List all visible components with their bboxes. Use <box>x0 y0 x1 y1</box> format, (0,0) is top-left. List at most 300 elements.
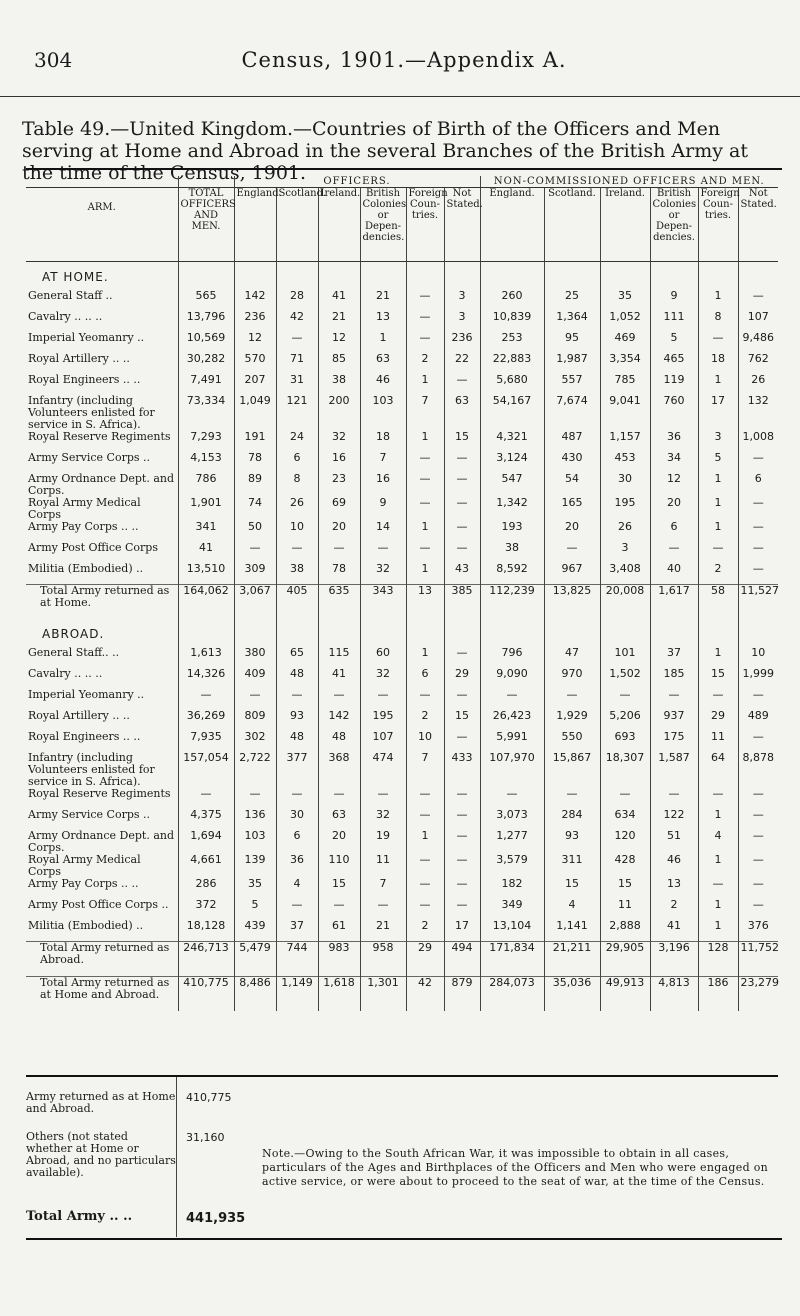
empty-cell <box>544 262 600 291</box>
cell-value: 17 <box>444 920 480 942</box>
empty-cell <box>738 619 778 647</box>
cell-value: — <box>444 647 480 668</box>
col-arm: ARM. <box>26 188 178 262</box>
cell-value: 34 <box>650 452 698 473</box>
cell-value: 1 <box>698 290 738 311</box>
arm-label: General Staff.. .. <box>28 646 120 659</box>
cell-value: — <box>738 731 778 752</box>
cell-value: — <box>234 788 276 809</box>
cell-value: — <box>406 311 444 332</box>
cell-value: 368 <box>318 752 360 788</box>
col-men-scotland: Scotland. <box>544 188 600 262</box>
cell-value: 453 <box>600 452 650 473</box>
cell-value: 6 <box>650 521 698 542</box>
cell-value: — <box>406 899 444 920</box>
cell-value: 1,342 <box>480 497 544 521</box>
cell-value: 64 <box>698 752 738 788</box>
cell-value: 21 <box>318 311 360 332</box>
cell-value: 3,408 <box>600 563 650 585</box>
cell-value: 31 <box>276 374 318 395</box>
col-officers-england: England. <box>234 188 276 262</box>
cell-value: 2 <box>406 353 444 374</box>
section-abroad <box>26 619 778 647</box>
cell-value: — <box>698 689 738 710</box>
summary-divider <box>176 1077 177 1237</box>
cell-value: 36 <box>276 854 318 878</box>
table-row <box>26 353 778 374</box>
cell-value: 171,834 <box>480 942 544 977</box>
cell-value: 26 <box>276 497 318 521</box>
cell-value: 547 <box>480 473 544 497</box>
cell-value: 1,049 <box>234 395 276 431</box>
cell-value: 1,157 <box>600 431 650 452</box>
cell-value: 111 <box>650 311 698 332</box>
cell-value: 2,722 <box>234 752 276 788</box>
cell-value: 284 <box>544 809 600 830</box>
cell-value: 41 <box>318 668 360 689</box>
cell-value: 200 <box>318 395 360 431</box>
cell-value: 8,592 <box>480 563 544 585</box>
table-row <box>26 899 778 920</box>
cell-value: — <box>406 542 444 563</box>
cell-value: — <box>406 788 444 809</box>
cell-value: — <box>406 452 444 473</box>
cell-value: 37 <box>276 920 318 942</box>
table-row <box>26 788 778 809</box>
cell-value: 9,486 <box>738 332 778 353</box>
cell-value: 32 <box>360 809 406 830</box>
header-rule <box>0 96 800 97</box>
cell-value: 430 <box>544 452 600 473</box>
cell-value: 7,674 <box>544 395 600 431</box>
cell-value: 12 <box>650 473 698 497</box>
cell-value: 693 <box>600 731 650 752</box>
cell-value: 7 <box>406 395 444 431</box>
col-officers-ireland: Ireland. <box>318 188 360 262</box>
cell-value: 46 <box>360 374 406 395</box>
cell-value: 1,008 <box>738 431 778 452</box>
cell-value: — <box>444 374 480 395</box>
cell-value: 13 <box>650 878 698 899</box>
cell-value: 128 <box>698 942 738 977</box>
cell-value: — <box>444 473 480 497</box>
col-officers-british: British Colonies or Depen-dencies. <box>360 188 406 262</box>
cell-value: — <box>600 788 650 809</box>
col-men-ireland: Ireland. <box>600 188 650 262</box>
cell-value: 7 <box>360 452 406 473</box>
cell-value: — <box>444 809 480 830</box>
cell-value: 341 <box>178 521 234 542</box>
cell-value: 4,813 <box>650 977 698 1012</box>
arm-label: Infantry (including Volunteers enlisted for service in S. Africa). <box>28 394 155 431</box>
cell-value: 182 <box>480 878 544 899</box>
cell-value: — <box>276 332 318 353</box>
cell-value: — <box>444 788 480 809</box>
cell-value: 1 <box>698 647 738 668</box>
bottom-rule <box>26 1238 782 1240</box>
table-row <box>26 710 778 731</box>
cell-value: 42 <box>276 311 318 332</box>
table-row <box>26 920 778 942</box>
cell-value: 30,282 <box>178 353 234 374</box>
cell-value: 89 <box>234 473 276 497</box>
cell-value: 635 <box>318 585 360 620</box>
cell-value: 207 <box>234 374 276 395</box>
cell-value: — <box>360 689 406 710</box>
cell-value: 17 <box>698 395 738 431</box>
cell-value: — <box>444 452 480 473</box>
cell-value: 25 <box>544 290 600 311</box>
cell-value: 61 <box>318 920 360 942</box>
cell-value: 14,326 <box>178 668 234 689</box>
table-frame <box>26 168 782 170</box>
cell-value: 18 <box>360 431 406 452</box>
cell-value: 937 <box>650 710 698 731</box>
cell-value: — <box>178 788 234 809</box>
cell-value: 1,999 <box>738 668 778 689</box>
cell-value: — <box>406 497 444 521</box>
cell-value: 1 <box>406 830 444 854</box>
cell-value: 1,929 <box>544 710 600 731</box>
cell-value: 5,680 <box>480 374 544 395</box>
cell-value: 37 <box>650 647 698 668</box>
cell-value: — <box>698 878 738 899</box>
cell-value: — <box>406 332 444 353</box>
cell-value: 63 <box>360 353 406 374</box>
cell-value: — <box>444 731 480 752</box>
cell-value: 809 <box>234 710 276 731</box>
cell-value: 487 <box>544 431 600 452</box>
cell-value: 494 <box>444 942 480 977</box>
cell-value: 1 <box>360 332 406 353</box>
cell-value: 10,569 <box>178 332 234 353</box>
cell-value: 760 <box>650 395 698 431</box>
arm-label: Army Pay Corps .. .. <box>28 520 139 533</box>
arm-label: Infantry (including Volunteers enlisted for service in S. Africa). <box>28 751 155 788</box>
cell-value: 1 <box>698 920 738 942</box>
arm-label: Imperial Yeomanry .. <box>28 331 145 344</box>
cell-value: 246,713 <box>178 942 234 977</box>
cell-value: 409 <box>234 668 276 689</box>
cell-value: 5,479 <box>234 942 276 977</box>
cell-value: 40 <box>650 563 698 585</box>
cell-value: 1,052 <box>600 311 650 332</box>
cell-value: 3 <box>444 311 480 332</box>
cell-value: 309 <box>234 563 276 585</box>
cell-value: 22 <box>444 353 480 374</box>
cell-value: 165 <box>544 497 600 521</box>
cell-value: 1 <box>698 809 738 830</box>
cell-value: 142 <box>318 710 360 731</box>
cell-value: 185 <box>650 668 698 689</box>
arm-label: Royal Army Medical Corps <box>28 853 141 878</box>
cell-value: 12 <box>318 332 360 353</box>
cell-value: 3,067 <box>234 585 276 620</box>
cell-value: 46 <box>650 854 698 878</box>
cell-value: 11,527 <box>738 585 778 620</box>
arm-label: Militia (Embodied) .. <box>28 562 144 575</box>
arm-label: Royal Army Medical Corps <box>28 496 141 521</box>
cell-value: 4 <box>698 830 738 854</box>
summary-label: Total Army .. .. <box>26 1209 133 1224</box>
cell-value: 115 <box>318 647 360 668</box>
cell-value: — <box>480 689 544 710</box>
cell-value: — <box>738 290 778 311</box>
empty-cell <box>698 619 738 647</box>
arm-label: Royal Artillery .. .. <box>28 352 130 365</box>
cell-value: 13,510 <box>178 563 234 585</box>
cell-value: 18,307 <box>600 752 650 788</box>
page-number: 304 <box>34 48 73 72</box>
cell-value: 7 <box>406 752 444 788</box>
cell-value: — <box>544 689 600 710</box>
cell-value: — <box>738 854 778 878</box>
cell-value: 9,090 <box>480 668 544 689</box>
cell-value: 13,825 <box>544 585 600 620</box>
table-row <box>26 563 778 585</box>
arm-label: Army Service Corps .. <box>28 451 151 464</box>
table-row <box>26 290 778 311</box>
cell-value: 1,901 <box>178 497 234 521</box>
cell-value: — <box>406 290 444 311</box>
cell-value: 142 <box>234 290 276 311</box>
cell-value: 1 <box>406 521 444 542</box>
table-row <box>26 647 778 668</box>
empty-cell <box>444 619 480 647</box>
table-row <box>26 668 778 689</box>
col-men-england: England. <box>480 188 544 262</box>
page-header <box>28 48 780 72</box>
cell-value: — <box>738 878 778 899</box>
cell-value: 433 <box>444 752 480 788</box>
cell-value: 103 <box>234 830 276 854</box>
cell-value: 29 <box>406 942 444 977</box>
cell-value: — <box>318 788 360 809</box>
cell-value: 349 <box>480 899 544 920</box>
cell-value: 29,905 <box>600 942 650 977</box>
cell-value: 78 <box>318 563 360 585</box>
cell-value: 2 <box>406 920 444 942</box>
summary-value: 31,160 <box>186 1131 225 1144</box>
cell-value: 195 <box>600 497 650 521</box>
cell-value: 762 <box>738 353 778 374</box>
arm-label: Cavalry .. .. .. <box>28 310 103 323</box>
cell-value: — <box>544 788 600 809</box>
cell-value: 28 <box>276 290 318 311</box>
cell-value: 428 <box>600 854 650 878</box>
cell-value: 5 <box>698 452 738 473</box>
col-officers-foreign: Foreign Coun-tries. <box>406 188 444 262</box>
section-home <box>26 262 778 291</box>
arm-label: Militia (Embodied) .. <box>28 919 144 932</box>
cell-value: 1 <box>406 431 444 452</box>
cell-value: 550 <box>544 731 600 752</box>
cell-value: 7,935 <box>178 731 234 752</box>
arm-label: Royal Artillery .. .. <box>28 709 130 722</box>
cell-value: 439 <box>234 920 276 942</box>
empty-cell <box>178 619 234 647</box>
summary-label: Others (not stated whether at Home or Abroad, and no particulars available). <box>26 1130 176 1179</box>
cell-value: 4,153 <box>178 452 234 473</box>
empty-cell <box>650 619 698 647</box>
arm-label: Royal Engineers .. .. <box>28 730 141 743</box>
cell-value: 21,211 <box>544 942 600 977</box>
cell-value: 1,587 <box>650 752 698 788</box>
cell-value: 385 <box>444 585 480 620</box>
cell-value: 119 <box>650 374 698 395</box>
cell-value: 3,579 <box>480 854 544 878</box>
cell-value: — <box>738 899 778 920</box>
table-row <box>26 878 778 899</box>
cell-value: 18 <box>698 353 738 374</box>
cell-value: — <box>698 542 738 563</box>
table-row <box>26 497 778 521</box>
cell-value: 4,661 <box>178 854 234 878</box>
cell-value: 10 <box>406 731 444 752</box>
empty-cell <box>650 262 698 291</box>
cell-value: 107 <box>738 311 778 332</box>
cell-value: 36,269 <box>178 710 234 731</box>
cell-value: 8,878 <box>738 752 778 788</box>
cell-value: 120 <box>600 830 650 854</box>
empty-cell <box>698 262 738 291</box>
cell-value: 1,617 <box>650 585 698 620</box>
cell-value: 20 <box>650 497 698 521</box>
cell-value: 20 <box>318 830 360 854</box>
cell-value: 11 <box>698 731 738 752</box>
summary-value: 441,935 <box>186 1211 246 1226</box>
cell-value: 1 <box>406 374 444 395</box>
cell-value: — <box>738 452 778 473</box>
cell-value: 570 <box>234 353 276 374</box>
cell-value: 21 <box>360 290 406 311</box>
cell-value: 85 <box>318 353 360 374</box>
empty-cell <box>234 262 276 291</box>
cell-value: 38 <box>318 374 360 395</box>
cell-value: 38 <box>480 542 544 563</box>
cell-value: 967 <box>544 563 600 585</box>
cell-value: 21 <box>360 920 406 942</box>
table-row <box>26 689 778 710</box>
empty-cell <box>318 262 360 291</box>
cell-value: 41 <box>178 542 234 563</box>
cell-value: 1 <box>698 854 738 878</box>
cell-value: 10,839 <box>480 311 544 332</box>
arm-label: Total Army returned as Abroad. <box>26 942 178 977</box>
cell-value: 302 <box>234 731 276 752</box>
cell-value: 32 <box>360 563 406 585</box>
table-row <box>26 332 778 353</box>
cell-value: 9 <box>650 290 698 311</box>
cell-value: — <box>738 809 778 830</box>
table-row <box>26 473 778 497</box>
arm-label: Army Ordnance Dept. and Corps. <box>28 829 175 854</box>
cell-value: 7 <box>360 878 406 899</box>
cell-value: — <box>444 899 480 920</box>
table-row <box>26 809 778 830</box>
arm-label: Army Ordnance Dept. and Corps. <box>28 472 175 497</box>
table-row <box>26 395 778 431</box>
cell-value: 186 <box>698 977 738 1012</box>
arm-label: Cavalry .. .. .. <box>28 667 103 680</box>
cell-value: 35,036 <box>544 977 600 1012</box>
cell-value: 107,970 <box>480 752 544 788</box>
cell-value: 311 <box>544 854 600 878</box>
empty-cell <box>276 262 318 291</box>
cell-value: 6 <box>276 452 318 473</box>
cell-value: 95 <box>544 332 600 353</box>
cell-value: 5,991 <box>480 731 544 752</box>
summary-label: Army returned as at Home and Abroad. <box>26 1090 176 1115</box>
table-row <box>26 521 778 542</box>
cell-value: 796 <box>480 647 544 668</box>
cell-value: 634 <box>600 809 650 830</box>
cell-value: — <box>698 788 738 809</box>
cell-value: 5,206 <box>600 710 650 731</box>
cell-value: 465 <box>650 353 698 374</box>
cell-value: 405 <box>276 585 318 620</box>
summary-block <box>26 1075 778 1226</box>
cell-value: 103 <box>360 395 406 431</box>
cell-value: 15 <box>698 668 738 689</box>
cell-value: 15 <box>318 878 360 899</box>
cell-value: 372 <box>178 899 234 920</box>
cell-value: 970 <box>544 668 600 689</box>
cell-value: 193 <box>480 521 544 542</box>
cell-value: 376 <box>738 920 778 942</box>
cell-value: 51 <box>650 830 698 854</box>
cell-value: 11 <box>360 854 406 878</box>
cell-value: 4,321 <box>480 431 544 452</box>
arm-label: Royal Engineers .. .. <box>28 373 141 386</box>
cell-value: — <box>480 788 544 809</box>
empty-cell <box>544 619 600 647</box>
cell-value: — <box>698 332 738 353</box>
cell-value: 23 <box>318 473 360 497</box>
total-row-abroad <box>26 942 778 977</box>
cell-value: — <box>318 689 360 710</box>
cell-value: 236 <box>234 311 276 332</box>
cell-value: 1,301 <box>360 977 406 1012</box>
cell-value: 29 <box>698 710 738 731</box>
cell-value: 6 <box>738 473 778 497</box>
cell-value: 11,752 <box>738 942 778 977</box>
empty-cell <box>178 262 234 291</box>
col-officers-scotland: Scotland. <box>276 188 318 262</box>
cell-value: — <box>738 689 778 710</box>
cell-value: — <box>444 497 480 521</box>
cell-value: 73,334 <box>178 395 234 431</box>
cell-value: 489 <box>738 710 778 731</box>
empty-cell <box>406 262 444 291</box>
cell-value: 9 <box>360 497 406 521</box>
table-row <box>26 431 778 452</box>
cell-value: 15 <box>544 878 600 899</box>
col-officers-not-stated: Not Stated. <box>444 188 480 262</box>
cell-value: 253 <box>480 332 544 353</box>
footnote: Note.—Owing to the South African War, it was impossible to obtain in all cases, particulars of the Ages and Birthplaces of the Officers and Men who were engaged on active service, or were about to proceed to the seat of war, at the time of the Census. <box>262 1147 769 1188</box>
cell-value: 260 <box>480 290 544 311</box>
table-row <box>26 374 778 395</box>
cell-value: 60 <box>360 647 406 668</box>
cell-value: 63 <box>318 809 360 830</box>
arm-label: Total Army returned as at Home. <box>26 585 178 620</box>
cell-value: 78 <box>234 452 276 473</box>
cell-value: 1 <box>698 374 738 395</box>
cell-value: 5 <box>234 899 276 920</box>
cell-value: 744 <box>276 942 318 977</box>
empty-cell <box>276 619 318 647</box>
